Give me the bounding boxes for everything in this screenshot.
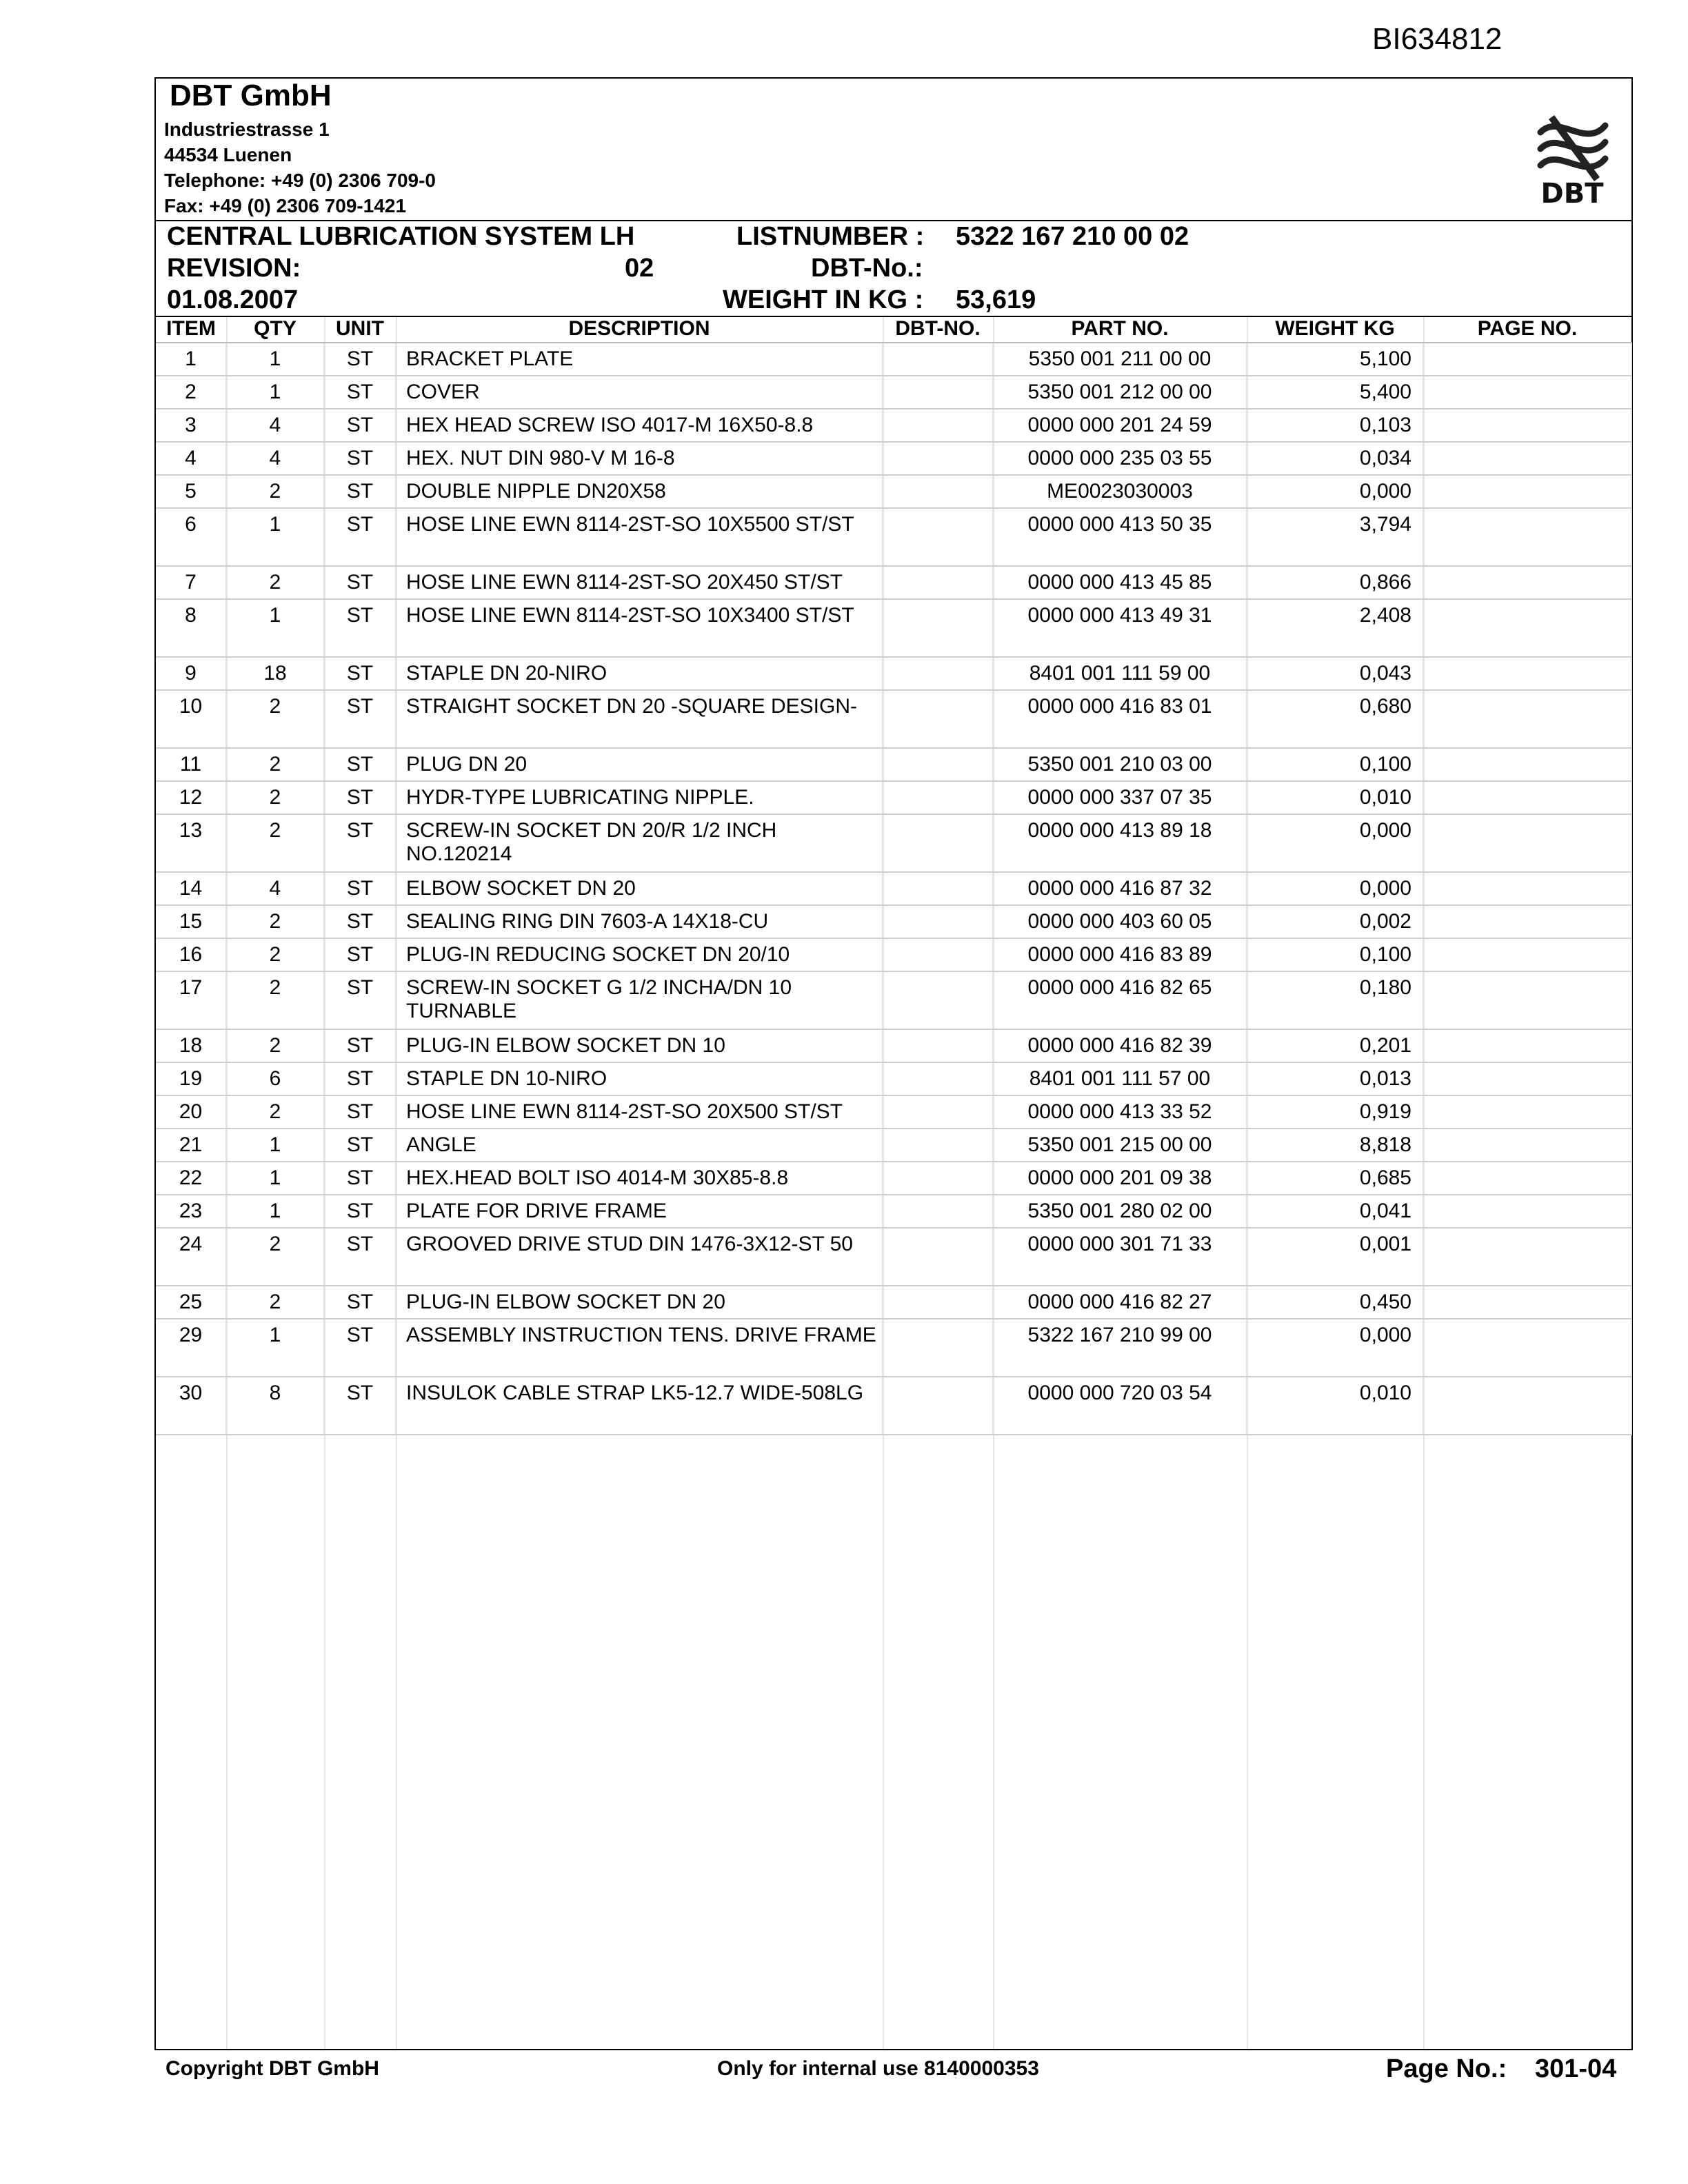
cell-qty: 2: [226, 1286, 324, 1319]
cell-part-no: 0000 000 403 60 05: [993, 905, 1247, 938]
cell-description: HOSE LINE EWN 8114-2ST-SO 10X5500 ST/ST: [396, 508, 883, 566]
cell-page-no: [1423, 1319, 1631, 1377]
cell-qty: 2: [226, 905, 324, 938]
cell-description: HOSE LINE EWN 8114-2ST-SO 10X3400 ST/ST: [396, 599, 883, 657]
cell-qty: 2: [226, 971, 324, 1029]
cell-item: 15: [156, 905, 226, 938]
cell-description: ELBOW SOCKET DN 20: [396, 872, 883, 905]
company-name: DBT GmbH: [170, 79, 332, 112]
cell-part-no: 8401 001 111 57 00: [993, 1062, 1247, 1095]
revision-label: REVISION:: [167, 254, 301, 283]
cell-weight: 0,000: [1247, 1319, 1423, 1377]
cell-dbt-no: [883, 1162, 993, 1195]
cell-dbt-no: [883, 1062, 993, 1095]
cell-page-no: [1423, 409, 1631, 442]
page-number: 301-04: [1535, 2054, 1617, 2083]
table-row: [156, 781, 1631, 814]
cell-item: 3: [156, 409, 226, 442]
page-number-label: Page No.:: [1386, 2054, 1507, 2083]
cell-item: 16: [156, 938, 226, 971]
cell-page-no: [1423, 1095, 1631, 1129]
cell-part-no: 0000 000 301 71 33: [993, 1228, 1247, 1286]
cell-qty: 1: [226, 343, 324, 376]
cell-description: HEX HEAD SCREW ISO 4017-M 16X50-8.8: [396, 409, 883, 442]
cell-weight: 0,041: [1247, 1195, 1423, 1228]
cell-page-no: [1423, 1195, 1631, 1228]
cell-item: 8: [156, 599, 226, 657]
cell-qty: 2: [226, 748, 324, 781]
cell-weight: 0,000: [1247, 872, 1423, 905]
cell-part-no: 0000 000 201 24 59: [993, 409, 1247, 442]
cell-unit: ST: [324, 1095, 396, 1129]
table-row: [156, 1286, 1631, 1319]
cell-page-no: [1423, 1162, 1631, 1195]
cell-page-no: [1423, 905, 1631, 938]
cell-part-no: 8401 001 111 59 00: [993, 657, 1247, 690]
col-header-qty: QTY: [226, 316, 324, 343]
cell-page-no: [1423, 690, 1631, 748]
cell-qty: 1: [226, 1129, 324, 1162]
dbt-logo: [1531, 97, 1614, 207]
cell-part-no: 5350 001 210 03 00: [993, 748, 1247, 781]
cell-unit: ST: [324, 1228, 396, 1286]
table-row: [156, 1228, 1631, 1286]
table-row: [156, 1195, 1631, 1228]
cell-weight: 5,100: [1247, 343, 1423, 376]
cell-part-no: 5322 167 210 99 00: [993, 1319, 1247, 1377]
cell-item: 7: [156, 566, 226, 599]
cell-item: 4: [156, 442, 226, 475]
dbt-no-label: DBT-No.:: [811, 254, 923, 283]
cell-dbt-no: [883, 376, 993, 409]
cell-weight: 5,400: [1247, 376, 1423, 409]
cell-description: COVER: [396, 376, 883, 409]
table-row: [156, 905, 1631, 938]
cell-part-no: 5350 001 211 00 00: [993, 343, 1247, 376]
cell-page-no: [1423, 599, 1631, 657]
cell-item: 20: [156, 1095, 226, 1129]
cell-part-no: 0000 000 413 50 35: [993, 508, 1247, 566]
cell-unit: ST: [324, 781, 396, 814]
table-row: [156, 475, 1631, 508]
cell-qty: 2: [226, 690, 324, 748]
cell-item: 19: [156, 1062, 226, 1095]
cell-weight: 0,000: [1247, 814, 1423, 872]
cell-dbt-no: [883, 1095, 993, 1129]
cell-part-no: 0000 000 413 45 85: [993, 566, 1247, 599]
cell-qty: 2: [226, 1228, 324, 1286]
cell-item: 24: [156, 1228, 226, 1286]
cell-dbt-no: [883, 442, 993, 475]
cell-unit: ST: [324, 409, 396, 442]
cell-part-no: 0000 000 413 89 18: [993, 814, 1247, 872]
cell-page-no: [1423, 938, 1631, 971]
cell-part-no: 0000 000 201 09 38: [993, 1162, 1247, 1195]
cell-dbt-no: [883, 1286, 993, 1319]
listnumber-label: LISTNUMBER :: [736, 222, 925, 251]
cell-dbt-no: [883, 1195, 993, 1228]
cell-dbt-no: [883, 1228, 993, 1286]
cell-dbt-no: [883, 409, 993, 442]
table-row: [156, 657, 1631, 690]
table-row: [156, 1129, 1631, 1162]
cell-part-no: 0000 000 337 07 35: [993, 781, 1247, 814]
table-header-row: [156, 316, 1631, 343]
table-row: [156, 1095, 1631, 1129]
cell-qty: 2: [226, 1095, 324, 1129]
cell-item: 9: [156, 657, 226, 690]
cell-unit: ST: [324, 1377, 396, 1435]
cell-description: HEX.HEAD BOLT ISO 4014-M 30X85-8.8: [396, 1162, 883, 1195]
cell-weight: 0,201: [1247, 1029, 1423, 1062]
cell-part-no: 0000 000 416 83 01: [993, 690, 1247, 748]
cell-item: 5: [156, 475, 226, 508]
cell-description: GROOVED DRIVE STUD DIN 1476-3X12-ST 50: [396, 1228, 883, 1286]
cell-dbt-no: [883, 781, 993, 814]
cell-qty: 6: [226, 1062, 324, 1095]
cell-page-no: [1423, 566, 1631, 599]
cell-description: PLATE FOR DRIVE FRAME: [396, 1195, 883, 1228]
col-header-page-no: PAGE NO.: [1423, 316, 1631, 343]
col-header-item: ITEM: [156, 316, 226, 343]
cell-unit: ST: [324, 1319, 396, 1377]
header-divider: [154, 220, 1633, 221]
table-row: [156, 376, 1631, 409]
internal-use-note: Only for internal use 8140000353: [717, 2057, 1039, 2080]
cell-weight: 0,013: [1247, 1062, 1423, 1095]
cell-unit: ST: [324, 872, 396, 905]
cell-item: 18: [156, 1029, 226, 1062]
cell-description: STAPLE DN 10-NIRO: [396, 1062, 883, 1095]
cell-weight: 0,180: [1247, 971, 1423, 1029]
revision-value: 02: [625, 254, 654, 283]
cell-unit: ST: [324, 1162, 396, 1195]
cell-description: HOSE LINE EWN 8114-2ST-SO 20X500 ST/ST: [396, 1095, 883, 1129]
cell-unit: ST: [324, 475, 396, 508]
cell-part-no: 5350 001 280 02 00: [993, 1195, 1247, 1228]
cell-weight: 0,680: [1247, 690, 1423, 748]
weight-label: WEIGHT IN KG :: [723, 285, 924, 314]
cell-part-no: 0000 000 413 33 52: [993, 1095, 1247, 1129]
cell-unit: ST: [324, 690, 396, 748]
cell-page-no: [1423, 814, 1631, 872]
parts-table: [156, 316, 1632, 1435]
cell-page-no: [1423, 442, 1631, 475]
cell-dbt-no: [883, 1029, 993, 1062]
table-row: [156, 343, 1631, 376]
cell-page-no: [1423, 1029, 1631, 1062]
cell-part-no: 0000 000 416 82 27: [993, 1286, 1247, 1319]
cell-description: ANGLE: [396, 1129, 883, 1162]
cell-part-no: ME0023030003: [993, 475, 1247, 508]
company-telephone: Telephone: +49 (0) 2306 709-0: [164, 170, 436, 191]
cell-weight: 0,103: [1247, 409, 1423, 442]
copyright-note: Copyright DBT GmbH: [165, 2057, 379, 2080]
list-date: 01.08.2007: [167, 285, 299, 314]
cell-item: 6: [156, 508, 226, 566]
cell-qty: 1: [226, 376, 324, 409]
cell-page-no: [1423, 1062, 1631, 1095]
cell-qty: 1: [226, 599, 324, 657]
cell-dbt-no: [883, 343, 993, 376]
cell-description: DOUBLE NIPPLE DN20X58: [396, 475, 883, 508]
cell-description: BRACKET PLATE: [396, 343, 883, 376]
cell-dbt-no: [883, 938, 993, 971]
table-row: [156, 1162, 1631, 1195]
cell-unit: ST: [324, 1029, 396, 1062]
cell-dbt-no: [883, 872, 993, 905]
cell-qty: 1: [226, 1195, 324, 1228]
table-row: [156, 872, 1631, 905]
cell-description: HOSE LINE EWN 8114-2ST-SO 20X450 ST/ST: [396, 566, 883, 599]
cell-unit: ST: [324, 657, 396, 690]
cell-dbt-no: [883, 475, 993, 508]
company-city: 44534 Luenen: [164, 144, 292, 165]
cell-description: STAPLE DN 20-NIRO: [396, 657, 883, 690]
col-header-unit: UNIT: [324, 316, 396, 343]
col-header-weight: WEIGHT KG: [1247, 316, 1423, 343]
table-row: [156, 409, 1631, 442]
cell-qty: 2: [226, 566, 324, 599]
cell-description: PLUG-IN REDUCING SOCKET DN 20/10: [396, 938, 883, 971]
cell-qty: 4: [226, 442, 324, 475]
cell-weight: 0,010: [1247, 1377, 1423, 1435]
cell-item: 22: [156, 1162, 226, 1195]
col-header-dbt-no: DBT-NO.: [883, 316, 993, 343]
cell-part-no: 5350 001 215 00 00: [993, 1129, 1247, 1162]
cell-description: PLUG-IN ELBOW SOCKET DN 10: [396, 1029, 883, 1062]
cell-item: 2: [156, 376, 226, 409]
cell-description: STRAIGHT SOCKET DN 20 -SQUARE DESIGN-: [396, 690, 883, 748]
cell-unit: ST: [324, 376, 396, 409]
cell-part-no: 0000 000 720 03 54: [993, 1377, 1247, 1435]
cell-qty: 8: [226, 1377, 324, 1435]
table-row: [156, 1062, 1631, 1095]
cell-unit: ST: [324, 748, 396, 781]
cell-part-no: 0000 000 416 82 39: [993, 1029, 1247, 1062]
cell-item: 13: [156, 814, 226, 872]
table-row: [156, 508, 1631, 566]
cell-dbt-no: [883, 748, 993, 781]
cell-description: SCREW-IN SOCKET G 1/2 INCHA/DN 10 TURNABLE: [396, 971, 883, 1029]
cell-unit: ST: [324, 508, 396, 566]
cell-qty: 18: [226, 657, 324, 690]
cell-weight: 0,000: [1247, 475, 1423, 508]
table-row: [156, 690, 1631, 748]
cell-part-no: 0000 000 235 03 55: [993, 442, 1247, 475]
table-row: [156, 814, 1631, 872]
cell-part-no: 0000 000 413 49 31: [993, 599, 1247, 657]
table-row: [156, 748, 1631, 781]
company-street: Industriestrasse 1: [164, 119, 330, 140]
logo-text: DBT: [1540, 178, 1604, 207]
cell-page-no: [1423, 1377, 1631, 1435]
cell-part-no: 5350 001 212 00 00: [993, 376, 1247, 409]
cell-weight: 0,002: [1247, 905, 1423, 938]
cell-qty: 2: [226, 814, 324, 872]
table-row: [156, 971, 1631, 1029]
cell-unit: ST: [324, 1129, 396, 1162]
cell-dbt-no: [883, 599, 993, 657]
cell-description: PLUG DN 20: [396, 748, 883, 781]
cell-qty: 4: [226, 872, 324, 905]
cell-dbt-no: [883, 657, 993, 690]
col-header-description: DESCRIPTION: [396, 316, 883, 343]
cell-page-no: [1423, 781, 1631, 814]
weight-value: 53,619: [956, 285, 1036, 314]
cell-unit: ST: [324, 938, 396, 971]
cell-unit: ST: [324, 1195, 396, 1228]
cell-part-no: 0000 000 416 82 65: [993, 971, 1247, 1029]
cell-qty: 2: [226, 781, 324, 814]
cell-description: HEX. NUT DIN 980-V M 16-8: [396, 442, 883, 475]
cell-dbt-no: [883, 690, 993, 748]
cell-item: 25: [156, 1286, 226, 1319]
cell-dbt-no: [883, 566, 993, 599]
cell-unit: ST: [324, 1286, 396, 1319]
cell-item: 1: [156, 343, 226, 376]
cell-weight: 0,100: [1247, 938, 1423, 971]
cell-description: SEALING RING DIN 7603-A 14X18-CU: [396, 905, 883, 938]
cell-qty: 1: [226, 1319, 324, 1377]
cell-description: INSULOK CABLE STRAP LK5-12.7 WIDE-508LG: [396, 1377, 883, 1435]
cell-qty: 2: [226, 1029, 324, 1062]
cell-dbt-no: [883, 508, 993, 566]
col-header-part-no: PART NO.: [993, 316, 1247, 343]
cell-page-no: [1423, 376, 1631, 409]
cell-qty: 4: [226, 409, 324, 442]
cell-item: 14: [156, 872, 226, 905]
cell-description: PLUG-IN ELBOW SOCKET DN 20: [396, 1286, 883, 1319]
cell-page-no: [1423, 748, 1631, 781]
cell-page-no: [1423, 475, 1631, 508]
cell-part-no: 0000 000 416 83 89: [993, 938, 1247, 971]
cell-item: 21: [156, 1129, 226, 1162]
cell-weight: 0,010: [1247, 781, 1423, 814]
cell-qty: 2: [226, 475, 324, 508]
cell-item: 29: [156, 1319, 226, 1377]
table-row: [156, 1029, 1631, 1062]
cell-weight: 0,034: [1247, 442, 1423, 475]
cell-page-no: [1423, 971, 1631, 1029]
cell-qty: 2: [226, 938, 324, 971]
table-row: [156, 566, 1631, 599]
cell-item: 30: [156, 1377, 226, 1435]
cell-weight: 0,100: [1247, 748, 1423, 781]
cell-unit: ST: [324, 343, 396, 376]
cell-unit: ST: [324, 814, 396, 872]
table-row: [156, 599, 1631, 657]
cell-unit: ST: [324, 905, 396, 938]
cell-weight: 0,450: [1247, 1286, 1423, 1319]
cell-description: HYDR-TYPE LUBRICATING NIPPLE.: [396, 781, 883, 814]
cell-page-no: [1423, 1228, 1631, 1286]
cell-unit: ST: [324, 971, 396, 1029]
cell-page-no: [1423, 508, 1631, 566]
table-row: [156, 1377, 1631, 1435]
table-row: [156, 442, 1631, 475]
cell-weight: 0,043: [1247, 657, 1423, 690]
cell-dbt-no: [883, 1129, 993, 1162]
cell-weight: 3,794: [1247, 508, 1423, 566]
company-fax: Fax: +49 (0) 2306 709-1421: [164, 195, 407, 216]
cell-description: ASSEMBLY INSTRUCTION TENS. DRIVE FRAME: [396, 1319, 883, 1377]
cell-qty: 1: [226, 1162, 324, 1195]
cell-item: 23: [156, 1195, 226, 1228]
cell-weight: 0,919: [1247, 1095, 1423, 1129]
cell-weight: 8,818: [1247, 1129, 1423, 1162]
cell-page-no: [1423, 1286, 1631, 1319]
cell-item: 10: [156, 690, 226, 748]
cell-dbt-no: [883, 905, 993, 938]
cell-description: SCREW-IN SOCKET DN 20/R 1/2 INCH NO.120214: [396, 814, 883, 872]
listnumber-value: 5322 167 210 00 02: [956, 222, 1189, 251]
cell-unit: ST: [324, 442, 396, 475]
cell-weight: 0,685: [1247, 1162, 1423, 1195]
cell-weight: 0,001: [1247, 1228, 1423, 1286]
cell-item: 12: [156, 781, 226, 814]
cell-weight: 2,408: [1247, 599, 1423, 657]
cell-item: 17: [156, 971, 226, 1029]
cell-dbt-no: [883, 814, 993, 872]
table-row: [156, 938, 1631, 971]
cell-unit: ST: [324, 1062, 396, 1095]
cell-part-no: 0000 000 416 87 32: [993, 872, 1247, 905]
cell-unit: ST: [324, 599, 396, 657]
cell-qty: 1: [226, 508, 324, 566]
cell-dbt-no: [883, 1377, 993, 1435]
cell-page-no: [1423, 657, 1631, 690]
cell-dbt-no: [883, 1319, 993, 1377]
cell-unit: ST: [324, 566, 396, 599]
cell-weight: 0,866: [1247, 566, 1423, 599]
list-title: CENTRAL LUBRICATION SYSTEM LH: [167, 222, 635, 251]
cell-dbt-no: [883, 971, 993, 1029]
cell-page-no: [1423, 1129, 1631, 1162]
table-row: [156, 1319, 1631, 1377]
cell-page-no: [1423, 343, 1631, 376]
document-id: BI634812: [1372, 22, 1503, 56]
cell-item: 11: [156, 748, 226, 781]
cell-page-no: [1423, 872, 1631, 905]
